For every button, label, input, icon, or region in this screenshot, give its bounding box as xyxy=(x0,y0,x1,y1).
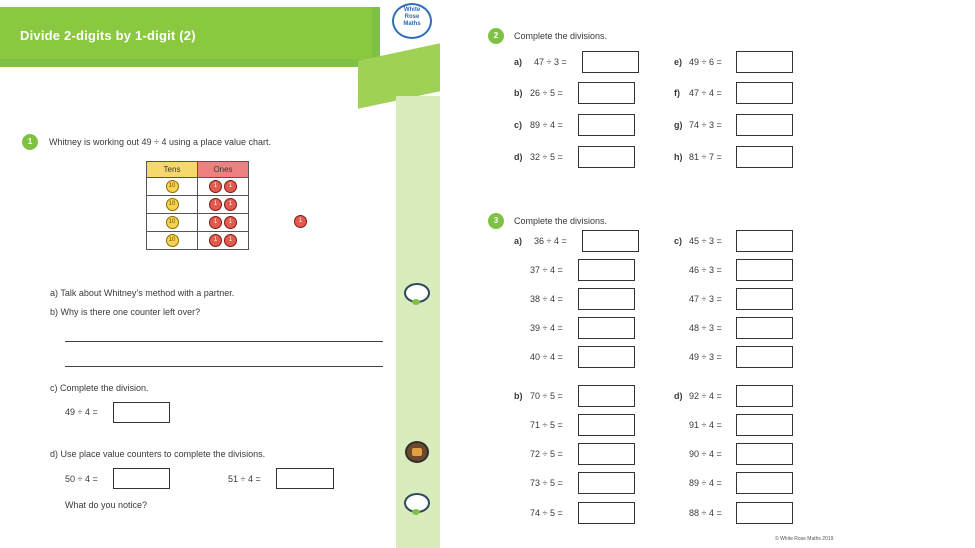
q2-equation: 49 ÷ 6 = xyxy=(689,57,722,67)
answer-line[interactable] xyxy=(65,341,383,342)
q1-c-equation: 49 ÷ 4 = xyxy=(65,407,98,417)
one-counter: 1 xyxy=(209,180,222,193)
q2-equation: 32 ÷ 5 = xyxy=(530,152,563,162)
q3-d-equation: 88 ÷ 4 = xyxy=(689,508,722,518)
answer-box[interactable] xyxy=(578,414,635,436)
q2-equation: 81 ÷ 7 = xyxy=(689,152,722,162)
copyright-footer: © White Rose Maths 2019 xyxy=(775,536,834,542)
one-counter: 1 xyxy=(224,198,237,211)
answer-line[interactable] xyxy=(65,366,383,367)
q2-label: b) xyxy=(514,88,523,98)
q3-c-equation: 47 ÷ 3 = xyxy=(689,294,722,304)
q3-b-equation: 70 ÷ 5 = xyxy=(530,391,563,401)
q1-part-d: d) Use place value counters to complete the divisions. xyxy=(50,449,266,459)
q2-equation: 47 ÷ 4 = xyxy=(689,88,722,98)
q2-equation: 74 ÷ 3 = xyxy=(689,120,722,130)
q2-label: h) xyxy=(674,152,683,162)
q3-d-equation: 92 ÷ 4 = xyxy=(689,391,722,401)
q3-c-equation: 48 ÷ 3 = xyxy=(689,323,722,333)
treasure-box-icon xyxy=(405,441,429,463)
answer-box[interactable] xyxy=(582,51,639,73)
q1-notice: What do you notice? xyxy=(65,500,148,510)
q2-equation: 47 ÷ 3 = xyxy=(534,57,567,67)
answer-box[interactable] xyxy=(578,114,635,136)
one-counter: 1 xyxy=(224,234,237,247)
answer-box[interactable] xyxy=(578,288,635,310)
q2-title: Complete the divisions. xyxy=(514,31,608,41)
answer-box[interactable] xyxy=(736,259,793,281)
answer-box[interactable] xyxy=(582,230,639,252)
q3-a-equation: 37 ÷ 4 = xyxy=(530,265,563,275)
q2-label: c) xyxy=(514,120,523,130)
answer-box[interactable] xyxy=(578,317,635,339)
ten-counter: 10 xyxy=(166,216,179,229)
answer-box[interactable] xyxy=(736,51,793,73)
question-1-number: 1 xyxy=(22,134,38,150)
q3-a-equation: 36 ÷ 4 = xyxy=(534,236,567,246)
q3-label-c: c) xyxy=(674,236,683,246)
ten-counter: 10 xyxy=(166,198,179,211)
q2-label: g) xyxy=(674,120,683,130)
q3-label-d: d) xyxy=(674,391,683,401)
ones-header: Ones xyxy=(198,162,249,178)
answer-box[interactable] xyxy=(113,402,170,423)
answer-box[interactable] xyxy=(736,414,793,436)
q1-part-b: b) Why is there one counter left over? xyxy=(50,307,201,317)
q2-equation: 89 ÷ 4 = xyxy=(530,120,563,130)
answer-box[interactable] xyxy=(736,443,793,465)
answer-box[interactable] xyxy=(578,385,635,407)
one-counter: 1 xyxy=(209,198,222,211)
answer-box[interactable] xyxy=(578,346,635,368)
q1-part-a: a) Talk about Whitney’s method with a partner. xyxy=(50,288,235,298)
tens-header: Tens xyxy=(147,162,198,178)
answer-box[interactable] xyxy=(736,472,793,494)
q3-c-equation: 45 ÷ 3 = xyxy=(689,236,722,246)
answer-box[interactable] xyxy=(736,502,793,524)
ten-counter: 10 xyxy=(166,234,179,247)
q3-a-equation: 39 ÷ 4 = xyxy=(530,323,563,333)
one-counter: 1 xyxy=(209,234,222,247)
q3-a-equation: 38 ÷ 4 = xyxy=(530,294,563,304)
answer-box[interactable] xyxy=(736,317,793,339)
speech-bubble-icon xyxy=(404,493,430,513)
page-title: Divide 2-digits by 1-digit (2) xyxy=(20,28,196,43)
answer-box[interactable] xyxy=(736,385,793,407)
one-counter: 1 xyxy=(209,216,222,229)
side-strip xyxy=(396,96,440,548)
answer-box[interactable] xyxy=(578,82,635,104)
q3-b-equation: 73 ÷ 5 = xyxy=(530,478,563,488)
answer-box[interactable] xyxy=(736,346,793,368)
logo-text: White Rose Maths xyxy=(403,7,421,27)
answer-box[interactable] xyxy=(578,502,635,524)
place-value-chart xyxy=(146,161,249,250)
answer-box[interactable] xyxy=(578,472,635,494)
q3-b-equation: 72 ÷ 5 = xyxy=(530,449,563,459)
answer-box[interactable] xyxy=(736,82,793,104)
answer-box[interactable] xyxy=(736,146,793,168)
q1-d-equation-1: 50 ÷ 4 = xyxy=(65,474,98,484)
q2-label: f) xyxy=(674,88,680,98)
q3-label-a: a) xyxy=(514,236,523,246)
q3-d-equation: 91 ÷ 4 = xyxy=(689,420,722,430)
q3-b-equation: 71 ÷ 5 = xyxy=(530,420,563,430)
question-2-number: 2 xyxy=(488,28,504,44)
q3-b-equation: 74 ÷ 5 = xyxy=(530,508,563,518)
answer-box[interactable] xyxy=(113,468,170,489)
answer-box[interactable] xyxy=(736,230,793,252)
answer-box[interactable] xyxy=(736,114,793,136)
q1-part-c: c) Complete the division. xyxy=(50,383,149,393)
q2-equation: 26 ÷ 5 = xyxy=(530,88,563,98)
question-3-number: 3 xyxy=(488,213,504,229)
answer-box[interactable] xyxy=(578,443,635,465)
q3-label-b: b) xyxy=(514,391,523,401)
q3-c-equation: 46 ÷ 3 = xyxy=(689,265,722,275)
q3-d-equation: 89 ÷ 4 = xyxy=(689,478,722,488)
q2-label: e) xyxy=(674,57,683,67)
answer-box[interactable] xyxy=(276,468,334,489)
answer-box[interactable] xyxy=(578,259,635,281)
ten-counter: 10 xyxy=(166,180,179,193)
q1-intro: Whitney is working out 49 ÷ 4 using a place value chart. xyxy=(49,137,272,147)
answer-box[interactable] xyxy=(736,288,793,310)
leftover-one-counter: 1 xyxy=(294,215,307,228)
q3-c-equation: 49 ÷ 3 = xyxy=(689,352,722,362)
q1-d-equation-2: 51 ÷ 4 = xyxy=(228,474,261,484)
q2-label: d) xyxy=(514,152,523,162)
q3-title: Complete the divisions. xyxy=(514,216,608,226)
one-counter: 1 xyxy=(224,180,237,193)
q3-d-equation: 90 ÷ 4 = xyxy=(689,449,722,459)
answer-box[interactable] xyxy=(578,146,635,168)
speech-bubble-icon xyxy=(404,283,430,303)
q3-a-equation: 40 ÷ 4 = xyxy=(530,352,563,362)
q2-label: a) xyxy=(514,57,523,67)
one-counter: 1 xyxy=(224,216,237,229)
